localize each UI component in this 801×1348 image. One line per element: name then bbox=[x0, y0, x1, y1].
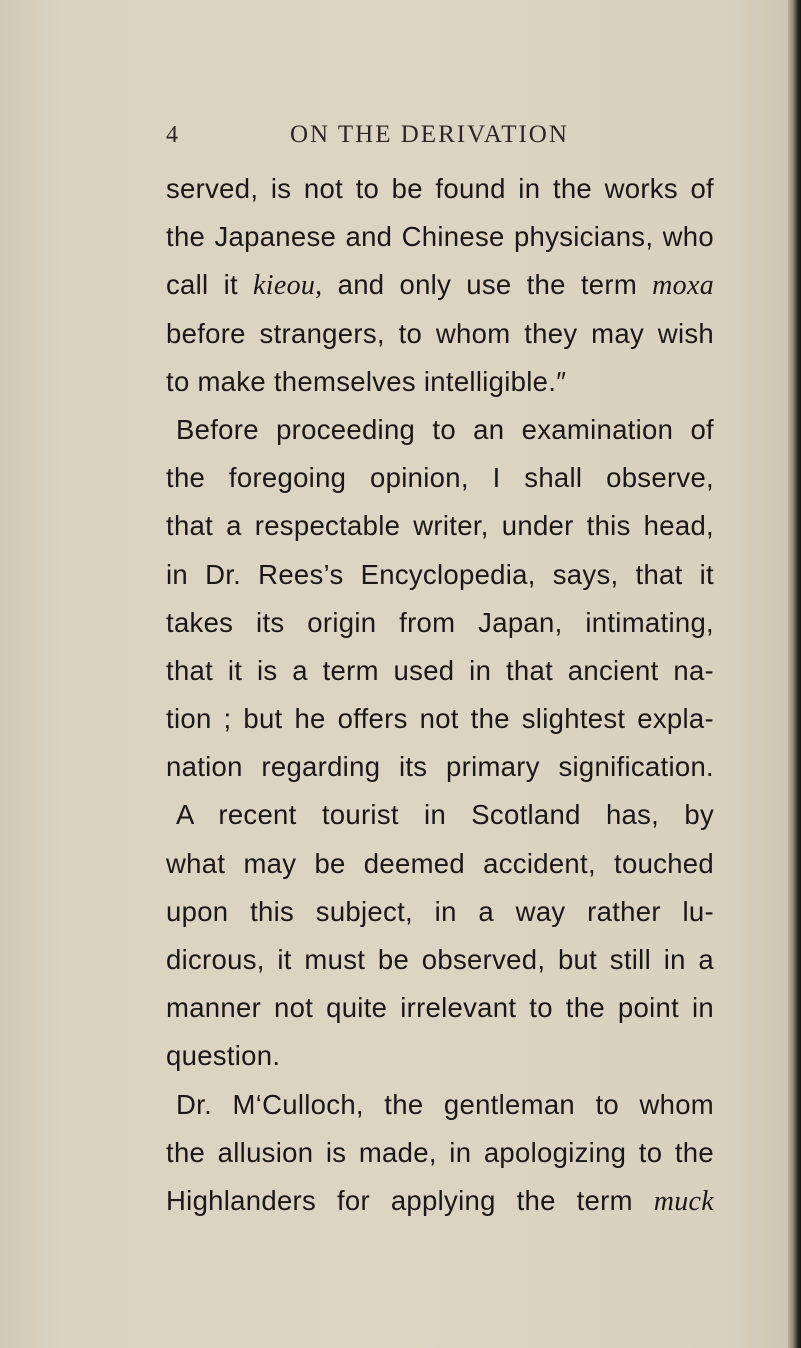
text-line: what may be deemed accident, touched bbox=[166, 847, 714, 879]
text-line: the allusion is made, in apologizing to the bbox=[166, 1136, 714, 1168]
italic-word: kieou, bbox=[253, 270, 323, 302]
text-line: nation regarding its primary signification. bbox=[166, 751, 714, 783]
text-line: takes its origin from Japan, intimating, bbox=[166, 606, 714, 638]
text-line: the foregoing opinion, I shall observe, bbox=[166, 462, 714, 494]
text-segment: call it bbox=[166, 269, 254, 301]
text-line bbox=[166, 1177, 714, 1225]
text-line: to make themselves intelligible.″ bbox=[166, 365, 567, 397]
text-segment: Highlanders for applying the term bbox=[166, 1184, 654, 1216]
text-line: in Dr. Rees’s Encyclopedia, says, that it bbox=[166, 558, 714, 590]
text-line: dicrous, it must be observed, but still in a bbox=[166, 944, 714, 975]
text-line: that it is a term used in that ancient na- bbox=[166, 654, 714, 686]
text-line: Before proceeding to an examination of bbox=[176, 413, 714, 445]
text-line: the Japanese and Chinese physicians, who bbox=[166, 221, 714, 253]
body-text bbox=[166, 165, 714, 1225]
text-line: Dr. M‘Culloch, the gentleman to whom bbox=[176, 1088, 714, 1120]
running-head bbox=[0, 118, 788, 152]
italic-word: muck bbox=[653, 1185, 714, 1217]
text-line: A recent tourist in Scotland has, by bbox=[176, 799, 714, 831]
running-head-title: ON THE DERIVATION bbox=[290, 121, 569, 148]
text-line: that a respectable writer, under this head, bbox=[166, 510, 714, 542]
text-line bbox=[166, 261, 714, 309]
italic-word: moxa bbox=[652, 270, 715, 302]
text-line: before strangers, to whom they may wish bbox=[166, 317, 714, 349]
text-line: tion ; but he offers not the slightest expla- bbox=[166, 703, 714, 735]
text-line: served, is not to be found in the works of bbox=[166, 173, 714, 204]
text-line: manner not quite irrelevant to the point in bbox=[166, 992, 714, 1024]
text-segment: and only use the term bbox=[322, 269, 653, 301]
text-line: question. bbox=[166, 1040, 281, 1072]
page-number: 4 bbox=[166, 122, 178, 148]
page-edge-shadow bbox=[788, 0, 801, 1348]
text-line: upon this subject, in a way rather lu- bbox=[166, 895, 714, 927]
